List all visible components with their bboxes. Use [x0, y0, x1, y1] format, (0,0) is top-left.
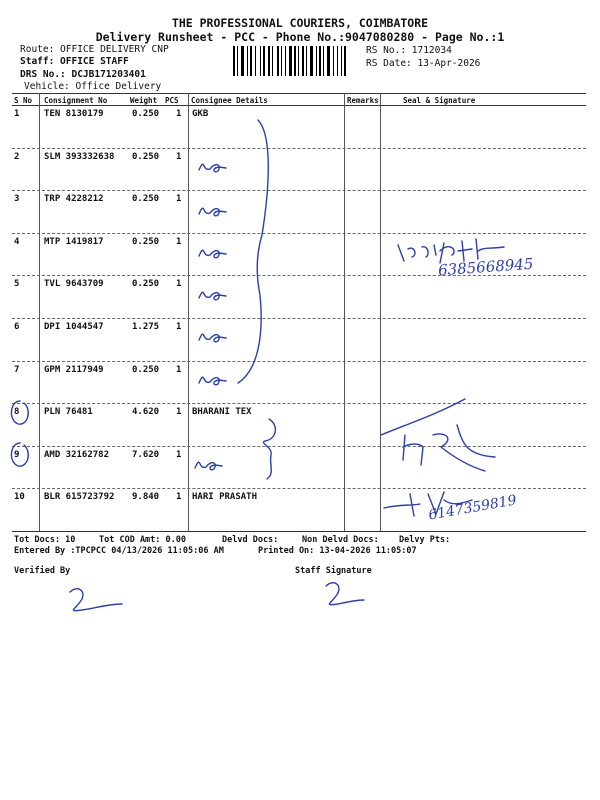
- barcode-bar: [294, 46, 296, 76]
- row-sno: 10: [14, 492, 25, 503]
- entered-by: Entered By :TPCPCC 04/13/2026 11:05:06 AM: [14, 546, 224, 556]
- runsheet-title: Delivery Runsheet - PCC - Phone No.:9047080280 - Page No.:1: [95, 30, 505, 44]
- row-pcs: 1: [176, 492, 182, 503]
- row-pcs: 1: [176, 151, 182, 162]
- verified-by-label: Verified By: [14, 566, 71, 576]
- row-consignment-no: TVL 9643709: [44, 279, 104, 290]
- barcode-bar: [247, 46, 248, 76]
- rs-number: RS No.: 1712034: [366, 45, 452, 56]
- staff-label: Staff: OFFICE STAFF: [20, 56, 129, 67]
- row-consignment-no: DPI 1044547: [44, 322, 104, 332]
- row-weight: 1.275: [132, 322, 160, 332]
- col-divider: [344, 93, 345, 531]
- row-sno: 6: [14, 322, 20, 332]
- barcode-bar: [333, 46, 334, 76]
- barcode-bar: [344, 46, 346, 76]
- row-pcs: 1: [176, 279, 182, 290]
- row-pcs: 1: [176, 449, 182, 460]
- barcode-bar: [310, 46, 313, 76]
- row8-9-signature-scribble: [375, 395, 505, 485]
- row-consignment-no: BLR 615723792: [44, 492, 115, 503]
- table-bottom-border: [12, 531, 586, 532]
- row-weight: 4.620: [132, 407, 160, 418]
- barcode-bar: [260, 46, 261, 76]
- row-sno: 7: [14, 364, 20, 375]
- barcode-bar: [323, 46, 324, 76]
- row4-phone-handwriting: 6385668945: [437, 254, 534, 280]
- barcode-bar: [327, 46, 330, 76]
- row-8-circle-mark: [6, 398, 34, 428]
- row-sno: 8: [14, 407, 20, 418]
- barcode-bar: [233, 46, 235, 76]
- barcode-bar: [237, 46, 238, 76]
- barcode-bar: [306, 46, 307, 76]
- row-weight: 0.250: [132, 279, 160, 290]
- barcode-bar: [263, 46, 265, 76]
- barcode-bar: [316, 46, 317, 76]
- row-9-circle-mark: [6, 440, 34, 470]
- barcode-bar: [289, 46, 292, 76]
- rs-date: RS Date: 13-Apr-2026: [366, 58, 481, 69]
- row-weight: 0.250: [132, 151, 160, 162]
- barcode-bar: [285, 46, 286, 76]
- row-weight: 0.250: [132, 194, 160, 205]
- row-sno: 3: [14, 194, 20, 205]
- tot-cod-amt: Tot COD Amt: 0.00: [99, 535, 186, 545]
- row-consignment-no: PLN 76481: [44, 407, 93, 418]
- ditto-mark: [196, 322, 236, 350]
- row-consignment-no: GPM 2117949: [44, 364, 104, 375]
- ditto-bracket-handwriting: [230, 115, 290, 395]
- row-consignee: GKB: [192, 109, 209, 119]
- col-divider: [188, 93, 189, 531]
- barcode-bar: [272, 46, 273, 76]
- col-header-consignee: Consignee Details: [191, 96, 268, 105]
- row-consignment-no: AMD 32162782: [44, 449, 110, 460]
- row-pcs: 1: [176, 364, 182, 375]
- barcode-bar: [302, 46, 304, 76]
- row-consignee: HARI PRASATH: [192, 492, 258, 503]
- staff-signature: [318, 576, 368, 612]
- barcode-bar: [281, 46, 282, 76]
- row-sno: 1: [14, 109, 20, 119]
- row10-phone-handwriting: 6147359819: [427, 492, 518, 524]
- row-weight: 0.250: [132, 109, 160, 119]
- col-header-consignment: Consignment No: [44, 96, 108, 105]
- barcode-bar: [268, 46, 270, 76]
- col-header-pcs: PCS: [165, 96, 179, 105]
- ditto-mark: [196, 365, 236, 393]
- barcode-bar: [319, 46, 321, 76]
- row-divider: [12, 488, 586, 489]
- ditto-mark: [196, 152, 236, 180]
- row-consignment-no: TRP 4228212: [44, 194, 104, 205]
- row-divider: [12, 190, 586, 191]
- tot-docs: Tot Docs: 10: [14, 535, 76, 545]
- row-pcs: 1: [176, 322, 182, 332]
- row-consignee: BHARANI TEX: [192, 407, 252, 418]
- col-header-remarks: Remarks: [347, 96, 379, 105]
- staff-signature-label: Staff Signature: [295, 566, 372, 576]
- ditto-mark: [192, 450, 232, 478]
- ditto-mark: [196, 238, 236, 266]
- barcode-bar: [250, 46, 252, 76]
- row-weight: 0.250: [132, 364, 160, 375]
- non-delvd-docs: Non Delvd Docs:: [302, 535, 379, 545]
- row-pcs: 1: [176, 236, 182, 247]
- row-sno: 5: [14, 279, 20, 290]
- row-weight: 9.840: [132, 492, 160, 503]
- barcode-bar: [241, 46, 244, 76]
- row-sno: 2: [14, 151, 20, 162]
- row-weight: 7.620: [132, 449, 160, 460]
- barcode: [233, 46, 361, 76]
- barcode-bar: [298, 46, 299, 76]
- route-label: Route: OFFICE DELIVERY CNP: [20, 44, 169, 55]
- row-weight: 0.250: [132, 236, 160, 247]
- col-header-seal: Seal & Signature: [403, 96, 476, 105]
- barcode-bar: [255, 46, 256, 76]
- row-divider: [12, 318, 586, 319]
- header-bottom-border: [12, 105, 586, 106]
- row-divider: [12, 148, 586, 149]
- printed-on: Printed On: 13-04-2026 11:05:07: [258, 546, 417, 556]
- row-divider: [12, 361, 586, 362]
- delvd-docs: Delvd Docs:: [222, 535, 279, 545]
- delvy-pts: Delvy Pts:: [399, 535, 451, 545]
- ditto-mark: [196, 280, 236, 308]
- row-pcs: 1: [176, 194, 182, 205]
- bharani-hook-handwriting: [255, 415, 285, 485]
- ditto-mark: [196, 196, 236, 224]
- company-name: THE PROFESSIONAL COURIERS, COIMBATORE: [171, 16, 429, 30]
- barcode-bar: [341, 46, 342, 76]
- vehicle-label: Vehicle: Office Delivery: [24, 81, 162, 92]
- col-divider: [39, 93, 40, 531]
- verified-by-signature: [60, 582, 130, 618]
- row-pcs: 1: [176, 109, 182, 119]
- row-pcs: 1: [176, 407, 182, 418]
- row-consignment-no: MTP 1419817: [44, 236, 104, 247]
- row-sno: 4: [14, 236, 20, 247]
- barcode-bar: [277, 46, 279, 76]
- col-header-sno: S No: [14, 96, 33, 105]
- col-header-weight: Weight: [130, 96, 158, 105]
- drs-number: DRS No.: DCJB171203401: [20, 69, 146, 80]
- row-consignment-no: SLM 393332638: [44, 151, 115, 162]
- table-top-border: [12, 93, 586, 94]
- row-sno: 9: [14, 449, 20, 460]
- barcode-bar: [337, 46, 338, 76]
- row-consignment-no: TEN 8130179: [44, 109, 104, 119]
